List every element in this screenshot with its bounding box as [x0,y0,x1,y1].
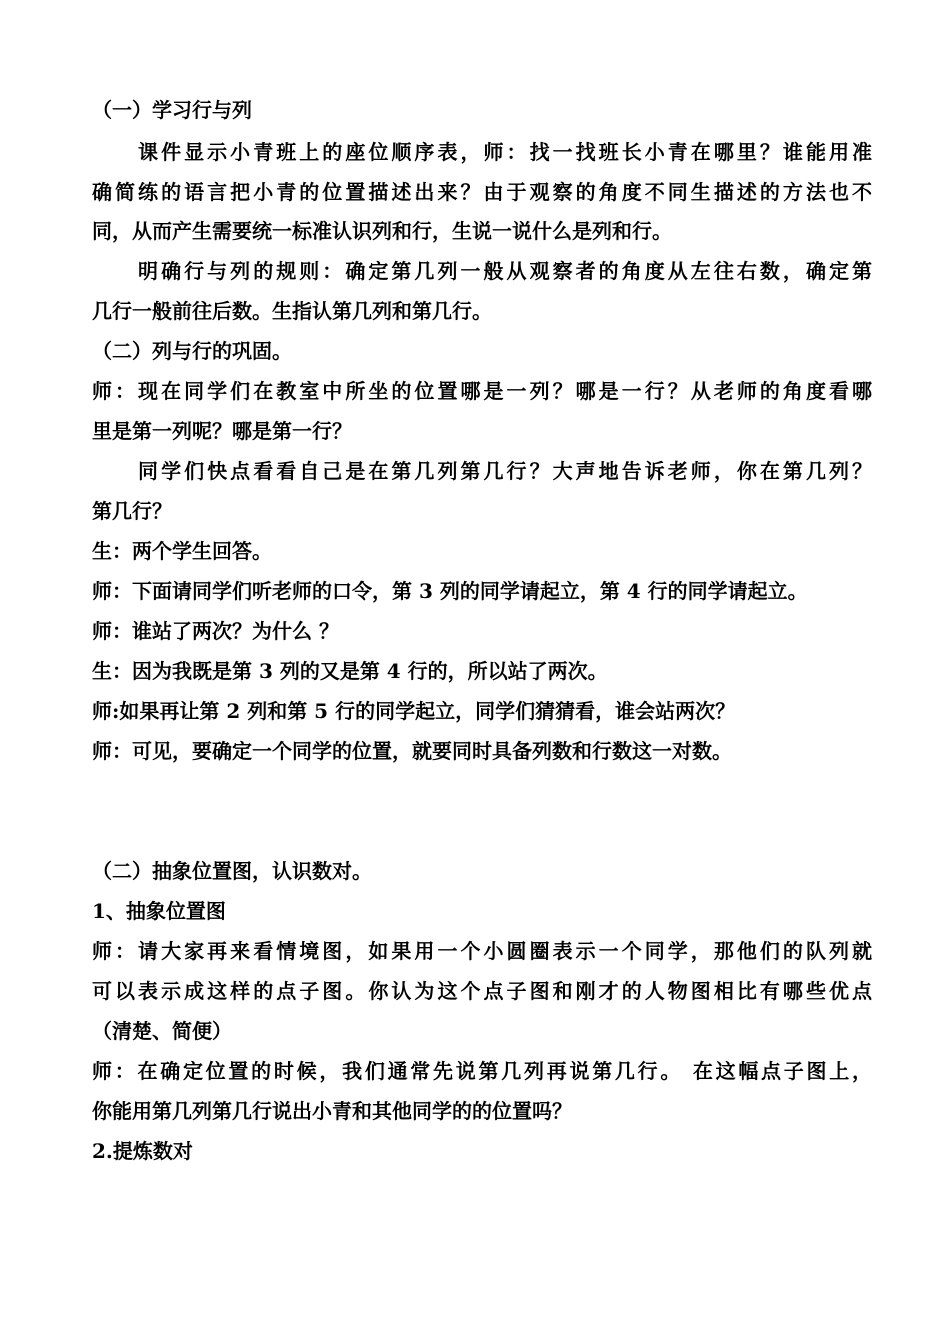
dialogue-line: 生：两个学生回答。 [92,539,272,563]
paragraph-line: 明确行与列的规则：确定第几列一般从观察者的角度从左往右数，确定第 [92,259,872,283]
heading-learn-rows-columns: （一）学习行与列 [92,98,252,122]
paragraph-line: 同，从而产生需要统一标准认识列和行，生说一说什么是列和行。 [92,219,672,243]
paragraph-line: （清楚、简便） [92,1019,232,1043]
paragraph-line: 同学们快点看看自己是在第几列第几行？大声地告诉老师，你在第几列？ [92,459,872,483]
paragraph-line: 里是第一列呢？哪是第一行？ [92,419,352,443]
paragraph-line: 你能用第几列第几行说出小青和其他同学的的位置吗？ [92,1099,572,1123]
paragraph-line: 课件显示小青班上的座位顺序表，师：找一找班长小青在哪里？谁能用准 [92,140,872,164]
heading-consolidation: （二）列与行的巩固。 [92,339,292,363]
paragraph-line: 可以表示成这样的点子图。你认为这个点子图和刚才的人物图相比有哪些优点 [92,979,872,1003]
paragraph-line: 第几行？ [92,499,172,523]
subheading-refine-pairs: 2.提炼数对 [92,1139,193,1163]
heading-abstract-position: （二）抽象位置图，认识数对。 [92,859,372,883]
dialogue-line: 师：谁站了两次？为什么 ？ [92,619,339,643]
paragraph-line: 师：请大家再来看情境图，如果用一个小圆圈表示一个同学，那他们的队列就 [92,939,872,963]
subheading-abstract-diagram: 1、抽象位置图 [92,899,226,923]
dialogue-line: 师:如果再让第 2 列和第 5 行的同学起立，同学们猜猜看，谁会站两次？ [92,699,736,723]
dialogue-line: 生：因为我既是第 3 列的又是第 4 行的，所以站了两次。 [92,659,608,683]
paragraph-line: 师：现在同学们在教室中所坐的位置哪是一列？哪是一行？从老师的角度看哪 [92,379,872,403]
dialogue-line: 师：可见，要确定一个同学的位置，就要同时具备列数和行数这一对数。 [92,739,732,763]
paragraph-line: 确简练的语言把小青的位置描述出来？由于观察的角度不同生描述的方法也不 [92,180,872,204]
paragraph-line: 师：在确定位置的时候，我们通常先说第几列再说第几行。 在这幅点子图上， [92,1059,872,1083]
paragraph-line: 几行一般前往后数。生指认第几列和第几行。 [92,299,492,323]
dialogue-line: 师：下面请同学们听老师的口令，第 3 列的同学请起立，第 4 行的同学请起立。 [92,579,808,603]
